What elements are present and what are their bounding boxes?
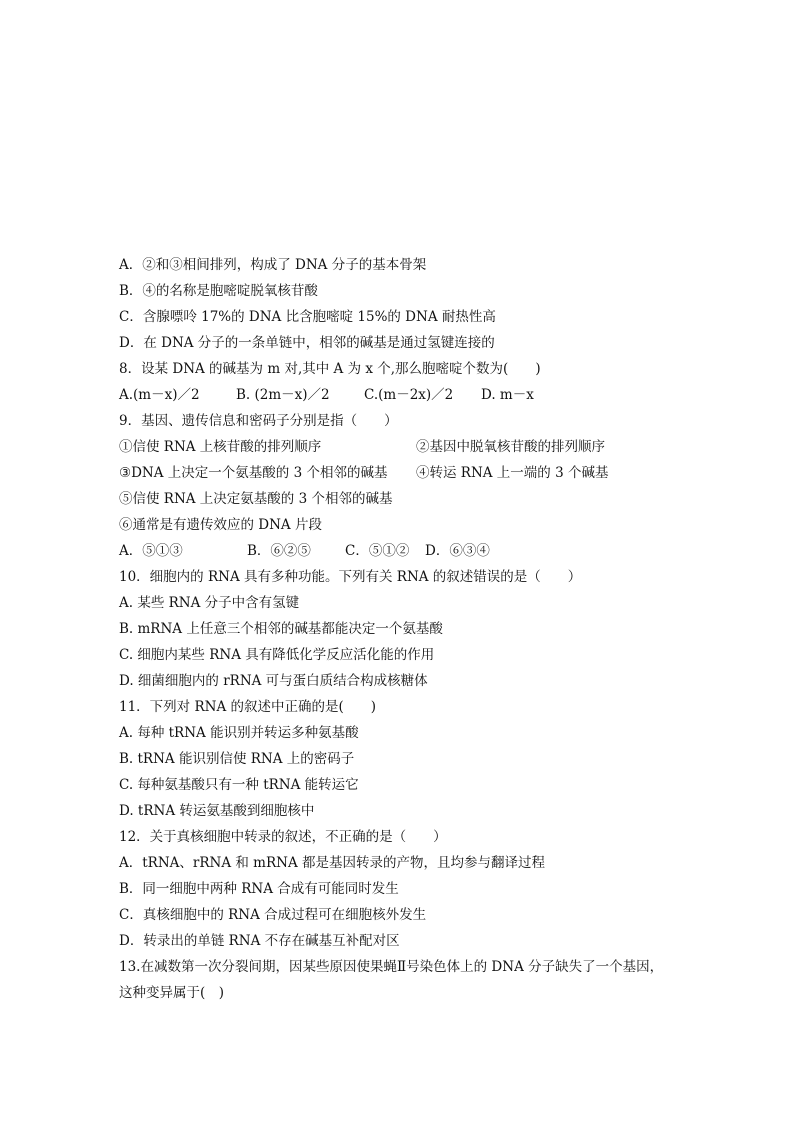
q9-option-c: C．⑤①② <box>345 543 410 559</box>
q10-option-a: A. 某些 RNA 分子中含有氢键 <box>119 595 300 611</box>
q9-item-6: ⑥通常是有遗传效应的 DNA 片段 <box>119 517 322 533</box>
q7-option-a: A．②和③相间排列，构成了 DNA 分子的基本骨架 <box>119 257 427 273</box>
q12-stem: 12．关于真核细胞中转录的叙述，不正确的是（ ） <box>119 829 447 845</box>
q9-option-b: B．⑥②⑤ <box>247 543 311 559</box>
q9-item-3: ③DNA 上决定一个氨基酸的 3 个相邻的碱基 <box>119 465 388 481</box>
q7-option-c: C．含腺嘌呤 17%的 DNA 比含胞嘧啶 15%的 DNA 耐热性高 <box>119 309 496 325</box>
q9-option-a: A．⑤①③ <box>119 543 183 559</box>
q11-option-c: C. 每种氨基酸只有一种 tRNA 能转运它 <box>119 777 359 793</box>
q9-item-1: ①信使 RNA 上核苷酸的排列顺序 <box>119 439 322 455</box>
q9-item-5: ⑤信使 RNA 上决定氨基酸的 3 个相邻的碱基 <box>119 491 393 507</box>
q10-option-c: C. 细胞内某些 RNA 具有降低化学反应活化能的作用 <box>119 647 435 663</box>
q12-option-b: B．同一细胞中两种 RNA 合成有可能同时发生 <box>119 881 399 897</box>
q9-item-4: ④转运 RNA 上一端的 3 个碱基 <box>416 465 609 481</box>
q11-option-b: B. tRNA 能识别信使 RNA 上的密码子 <box>119 751 355 767</box>
q12-option-d: D．转录出的单链 RNA 不存在碱基互补配对区 <box>119 933 400 949</box>
q10-option-d: D. 细菌细胞内的 rRNA 可与蛋白质结合构成核糖体 <box>119 673 428 689</box>
q7-option-d: D．在 DNA 分子的一条单链中，相邻的碱基是通过氢键连接的 <box>119 335 495 351</box>
q11-option-d: D. tRNA 转运氨基酸到细胞核中 <box>119 803 315 819</box>
q13-stem-line-2: 这种变异属于( ) <box>119 985 225 1001</box>
q8-option-c: C.(m－2x)／2 <box>364 387 454 403</box>
q11-stem: 11．下列对 RNA 的叙述中正确的是( ) <box>119 699 377 715</box>
q8-stem: 8．设某 DNA 的碱基为 m 对,其中 A 为 x 个,那么胞嘧啶个数为( ) <box>119 361 541 377</box>
q9-option-d: D．⑥③④ <box>425 543 490 559</box>
q9-item-2: ②基因中脱氧核苷酸的排列顺序 <box>416 439 605 455</box>
q10-option-b: B. mRNA 上任意三个相邻的碱基都能决定一个氨基酸 <box>119 621 443 637</box>
q10-stem: 10．细胞内的 RNA 具有多种功能。下列有关 RNA 的叙述错误的是（ ） <box>119 569 582 585</box>
q13-stem-line-1: 13.在减数第一次分裂间期，因某些原因使果蝇Ⅱ号染色体上的 DNA 分子缺失了一个基因， <box>119 959 664 975</box>
q8-option-b: B. (2m－x)／2 <box>236 387 330 403</box>
q12-option-c: C．真核细胞中的 RNA 合成过程可在细胞核外发生 <box>119 907 427 923</box>
q12-option-a: A．tRNA、rRNA 和 mRNA 都是基因转录的产物，且均参与翻译过程 <box>119 855 545 871</box>
q7-option-b: B．④的名称是胞嘧啶脱氧核苷酸 <box>119 283 318 299</box>
q8-option-a: A.(m－x)／2 <box>119 387 200 403</box>
q9-stem: 9．基因、遗传信息和密码子分别是指（ ） <box>119 413 398 429</box>
q11-option-a: A. 每种 tRNA 能识别并转运多种氨基酸 <box>119 725 359 741</box>
q8-option-d: D. m－x <box>481 387 534 403</box>
